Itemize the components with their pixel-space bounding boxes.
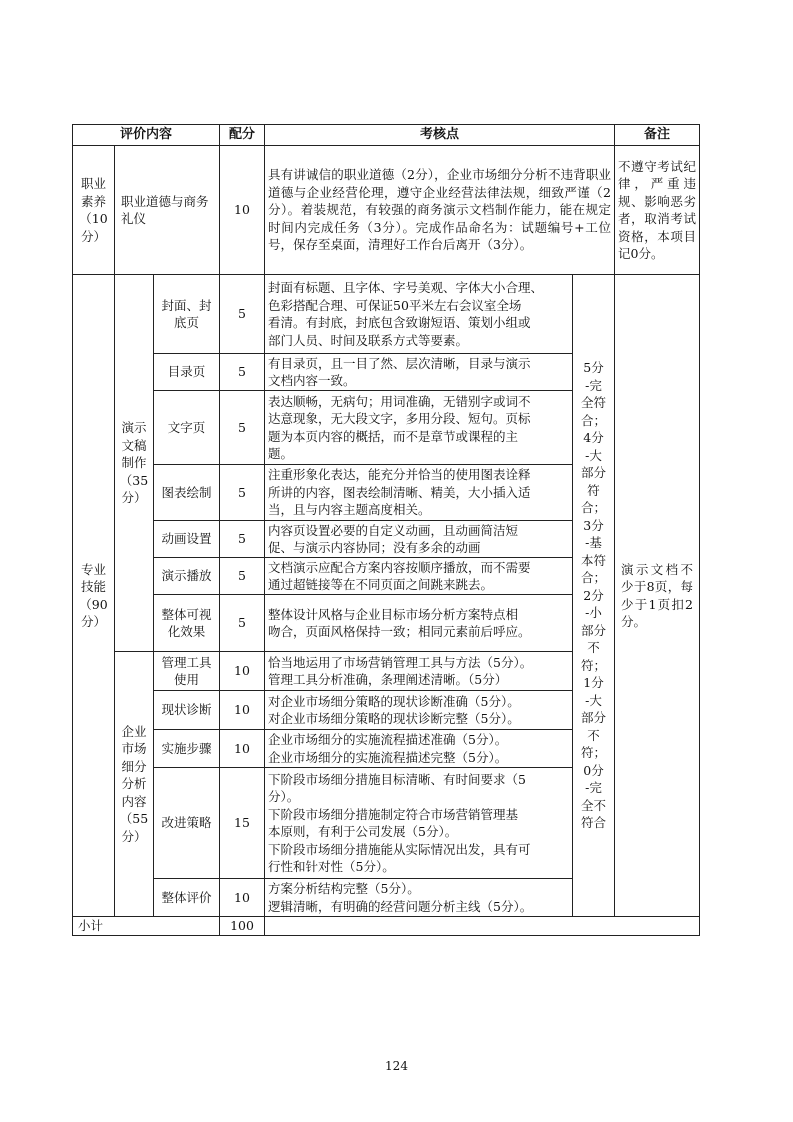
remark-skill: 演示文档不少于8页，每少于1页扣2分。 [615, 275, 700, 917]
group-market-analysis: 企业 市场 细分 分析 内容 （55 分） [115, 652, 154, 917]
category-professional-skill: 专业 技能 （90 分） [73, 275, 115, 917]
score-diagnosis: 10 [220, 691, 265, 730]
category-professional-quality: 职业 素养 （10 分） [73, 146, 115, 275]
item-ethics: 职业道德与商务礼仪 [115, 146, 220, 275]
page-number: 124 [385, 1059, 408, 1073]
points-animation: 内容页设置必要的自定义动画，且动画简洁短 促、与演示内容协同；没有多余的动画 [265, 521, 573, 558]
points-charts: 注重形象化表达，能充分并恰当的使用图表诠释 所讲的内容，图表绘制清晰、精美，大小插入适 当，且与内容主题高度相关。 [265, 465, 573, 521]
score-animation: 5 [220, 521, 265, 558]
item-playback: 演示播放 [154, 558, 220, 595]
score-visual: 5 [220, 595, 265, 652]
professional-quality-row [73, 146, 700, 275]
points-visual: 整体设计风格与企业目标市场分析方案特点相 吻合，页面风格保持一致；相同元素前后呼应。 [265, 595, 573, 652]
points-improvement: 下阶段市场细分措施目标清晰、有时间要求（5 分）。 下阶段市场细分措施制定符合市场营销管理基 本原则，有利于公司发展（5分）。 下阶段市场细分措施能从实际情况出发，具有可 行性和针对性（5分）。 [265, 768, 573, 879]
header-remark: 备注 [615, 125, 700, 146]
score-steps: 10 [220, 730, 265, 768]
item-steps: 实施步骤 [154, 730, 220, 768]
item-text-page: 文字页 [154, 391, 220, 465]
assessment-table [72, 124, 700, 936]
total-row [73, 917, 700, 936]
item-diagnosis: 现状诊断 [154, 691, 220, 730]
item-charts: 图表绘制 [154, 465, 220, 521]
score-charts: 5 [220, 465, 265, 521]
points-text-page: 表达顺畅，无病句；用词准确，无错别字或词不 达意现象，无大段文字，多用分段、短句。页标 题为本页内容的概括，而不是章节或课程的主 题。 [265, 391, 573, 465]
score-text-page: 5 [220, 391, 265, 465]
points-playback: 文档演示应配合方案内容按顺序播放，而不需要 通过超链接等在不同页面之间跳来跳去。 [265, 558, 573, 595]
header-score: 配分 [220, 125, 265, 146]
score-playback: 5 [220, 558, 265, 595]
item-cover: 封面、封底页 [154, 275, 220, 354]
table-row [73, 275, 700, 354]
points-ethics: 具有讲诚信的职业道德（2分），企业市场细分分析不违背职业道德与企业经营伦理，遵守企业经营法律法规，细致严谨（2分）。着装规范，有较强的商务演示文档制作能力，能在规定时间内完成任务（3分）。完成作品命名为：试题编号+工位号，保存至桌面，清理好工作台后离开（3分）。 [265, 146, 615, 275]
total-empty [265, 917, 700, 936]
score-ethics: 10 [220, 146, 265, 275]
item-tools: 管理工具使用 [154, 652, 220, 691]
points-toc: 有目录页，且一目了然、层次清晰，目录与演示 文档内容一致。 [265, 354, 573, 391]
score-overall: 10 [220, 879, 265, 917]
total-label: 小计 [73, 917, 220, 936]
score-toc: 5 [220, 354, 265, 391]
score-cover: 5 [220, 275, 265, 354]
item-visual: 整体可视化效果 [154, 595, 220, 652]
item-animation: 动画设置 [154, 521, 220, 558]
item-toc: 目录页 [154, 354, 220, 391]
points-diagnosis: 对企业市场细分策略的现状诊断准确（5分）。 对企业市场细分策略的现状诊断完整（5分）。 [265, 691, 573, 730]
score-improvement: 15 [220, 768, 265, 879]
header-row [73, 125, 700, 146]
points-steps: 企业市场细分的实施流程描述准确（5分）。 企业市场细分的实施流程描述完整（5分）。 [265, 730, 573, 768]
points-overall: 方案分析结构完整（5分）。 逻辑清晰，有明确的经营问题分析主线（5分）。 [265, 879, 573, 917]
header-points: 考核点 [265, 125, 615, 146]
grading-scale: 5分 -完 全符 合； 4分 -大 部分 符 合； 3分 -基 本符 合； 2分 -小 部分 不 符； 1分 -大 部分 不 符； 0分 -完 全不 符合 [573, 275, 615, 917]
item-improvement: 改进策略 [154, 768, 220, 879]
total-score: 100 [220, 917, 265, 936]
points-tools: 恰当地运用了市场营销管理工具与方法（5分）。 管理工具分析准确，条理阐述清晰。（5分） [265, 652, 573, 691]
score-tools: 10 [220, 652, 265, 691]
header-content: 评价内容 [73, 125, 220, 146]
group-presentation: 演示 文稿 制作 （35 分） [115, 275, 154, 652]
remark-ethics: 不遵守考试纪律，严重违规、影响恶劣者，取消考试资格，本项目记0分。 [615, 146, 700, 275]
item-overall: 整体评价 [154, 879, 220, 917]
points-cover: 封面有标题、且字体、字号美观、字体大小合理、 色彩搭配合理、可保证50平米左右会议室全场 看清。有封底，封底包含致谢短语、策划小组或 部门人员、时间及联系方式等要素。 [265, 275, 573, 354]
